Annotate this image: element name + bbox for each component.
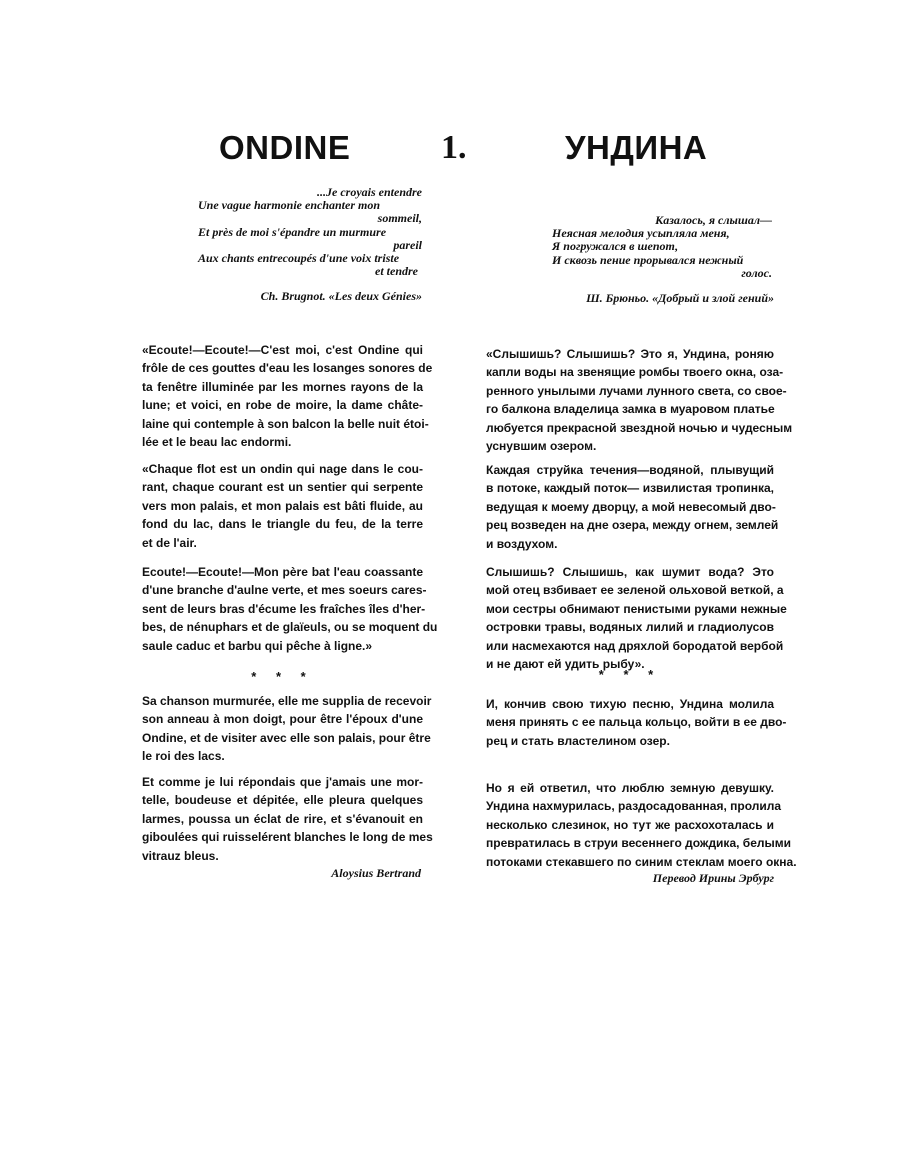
text-line: меня принять с ее пальца кольцо, войти в ее дво-: [486, 715, 787, 730]
signature-left: Aloysius Bertrand: [331, 866, 421, 880]
paragraph-left-2: [142, 460, 423, 552]
text-line: и воздухом.: [486, 536, 558, 551]
text-line: laine qui contemple à son balcon la belle nuit étoi-: [142, 416, 429, 431]
epigraph-line: Et près de moi s'épandre un murmure: [198, 224, 387, 239]
epigraph-left: [198, 186, 422, 278]
text-line: fond du lac, dans le triangle du feu, de la terre: [142, 517, 423, 532]
epigraph-line: sommeil,: [377, 211, 422, 226]
epigraph-line: Я погружался в шепот,: [552, 239, 679, 254]
text-line: уснувшим озером.: [486, 439, 597, 454]
text-line: ведущая к моему дворцу, а мой невесомый дво-: [486, 499, 776, 514]
text-line: мои сестры обнимают пенистыми руками нежные: [486, 601, 787, 616]
epigraph-source-right: Ш. Брюньо. «Добрый и злой гений»: [586, 291, 774, 305]
paragraph-left-5: [142, 773, 433, 865]
text-line: sent de leurs bras d'écume les fraîches îles d'her-: [142, 601, 426, 616]
text-line: vitrauz bleus.: [142, 848, 219, 863]
text-line: «Ecoute!—Ecoute!—C'est moi, c'est Ondine qui: [142, 343, 423, 357]
text-line: Каждая струйка течения—водяной, плывущий: [486, 463, 774, 477]
text-line: frôle de ces gouttes d'eau les losanges sonores de: [142, 361, 433, 376]
title-right: УНДИНА: [565, 129, 708, 166]
paragraph-left-4: [142, 692, 432, 766]
text-line: несколько слезинок, но тут же расхохоталась и: [486, 817, 774, 832]
text-line: потоками стекавшего по синим стеклам моего окна.: [486, 854, 797, 869]
text-line: «Слышишь? Слышишь? Это я, Ундина, роняю: [486, 347, 774, 361]
text-line: превратилась в струи весеннего дождика, белыми: [486, 836, 791, 851]
text-line: рец и стать властелином озер.: [486, 733, 670, 748]
text-line: son anneau à mon doigt, pour être l'époux d'une: [142, 712, 423, 727]
text-line: Но я ей ответил, что люблю земную девушку.: [486, 781, 774, 795]
text-line: telle, boudeuse et dépitée, elle pleura quelques: [142, 793, 423, 808]
paragraph-right-4: [486, 695, 787, 750]
text-line: rant, chaque courant est un sentier qui serpente: [142, 480, 423, 495]
text-line: bes, de nénuphars et de glaïeuls, ou se moquent du: [142, 620, 438, 635]
text-line: го балкона владелица замка в муаровом платье: [486, 402, 775, 417]
text-line: или насмехаются над дряхлой бородатой вербой: [486, 638, 784, 653]
text-line: et de l'air.: [142, 535, 197, 550]
text-line: Sa chanson murmurée, elle me supplia de recevoir: [142, 694, 432, 708]
text-line: Ondine, et de visiter avec elle son palais, pour être: [142, 730, 431, 745]
paragraph-left-1: [142, 341, 433, 451]
page-number: 1.: [441, 129, 467, 166]
paragraph-right-5: [486, 779, 797, 871]
text-line: «Chaque flot est un ondin qui nage dans le cou-: [142, 462, 423, 476]
paragraph-right-3: [486, 563, 787, 673]
text-line: Et comme je lui répondais que j'amais une mor-: [142, 775, 423, 789]
epigraph-line: И сквозь пение прорывался нежный: [552, 252, 744, 267]
paragraph-left-3: [142, 563, 438, 655]
epigraph-source-left: Ch. Brugnot. «Les deux Génies»: [260, 289, 422, 303]
text-line: saule caduc et barbu qui pêche à ligne.»: [142, 638, 373, 653]
text-line: И, кончив свою тихую песню, Ундина молила: [486, 697, 774, 711]
epigraph-line: ...Je croyais entendre: [317, 185, 422, 199]
text-line: larmes, poussa un éclat de rire, et s'évanouit en: [142, 811, 423, 826]
text-line: в потоке, каждый поток— извилистая тропинка,: [486, 481, 774, 496]
epigraph-line: Неясная мелодия усыпляла меня,: [552, 226, 730, 241]
text-line: Ecoute!—Ecoute!—Mon père bat l'eau coassante: [142, 565, 423, 579]
text-line: островки травы, водяных лилий и гладиолусов: [486, 620, 774, 635]
text-line: ренного унылыми лучами лунного света, со свое-: [486, 383, 787, 398]
text-line: Ундина нахмурилась, раздосадованная, пролила: [486, 799, 782, 814]
text-line: ta fenêtre illuminée par les mornes rayons de la: [142, 379, 423, 394]
epigraph-line: голос.: [741, 265, 772, 280]
section-divider-right: * * *: [598, 667, 662, 682]
text-line: и не дают ей удить рыбу».: [486, 657, 645, 672]
epigraph-line: Aux chants entrecoupés d'une voix triste: [198, 251, 400, 266]
text-line: vers mon palais, et mon palais est bâti fluide, au: [142, 498, 423, 513]
text-line: giboulées qui ruisselérent blanches le long de mes: [142, 830, 433, 845]
text-line: d'une branche d'aulne verte, et mes soeurs cares-: [142, 583, 427, 598]
text-line: Слышишь? Слышишь, как шумит вода? Это: [486, 565, 774, 579]
epigraph-line: et tendre: [375, 264, 418, 279]
epigraph-right: [552, 214, 772, 280]
signature-right: Перевод Ирины Эрбург: [652, 871, 774, 885]
text-line: le roi des lacs.: [142, 749, 225, 764]
title-left: ONDINE: [219, 129, 351, 166]
epigraph-line: pareil: [393, 237, 422, 252]
text-line: любуется прекрасной звездной ночью и чудесным: [486, 420, 793, 435]
text-line: капли воды на звенящие ромбы твоего окна, оза-: [486, 365, 784, 380]
text-line: мой отец взбивает ее зеленой ольховой веткой, а: [486, 583, 784, 598]
text-line: lune; et voici, en robe de moire, la dame châte-: [142, 398, 423, 413]
section-divider-left: * * *: [251, 669, 314, 684]
paragraph-right-2: [486, 461, 779, 553]
epigraph-line: Une vague harmonie enchanter mon: [198, 198, 381, 213]
paragraph-right-1: [486, 345, 793, 455]
text-line: lée et le beau lac endormi.: [142, 435, 292, 450]
epigraph-line: Казалось, я слышал—: [655, 213, 772, 227]
text-line: рец возведен на дне озера, между огнем, землей: [486, 518, 779, 533]
